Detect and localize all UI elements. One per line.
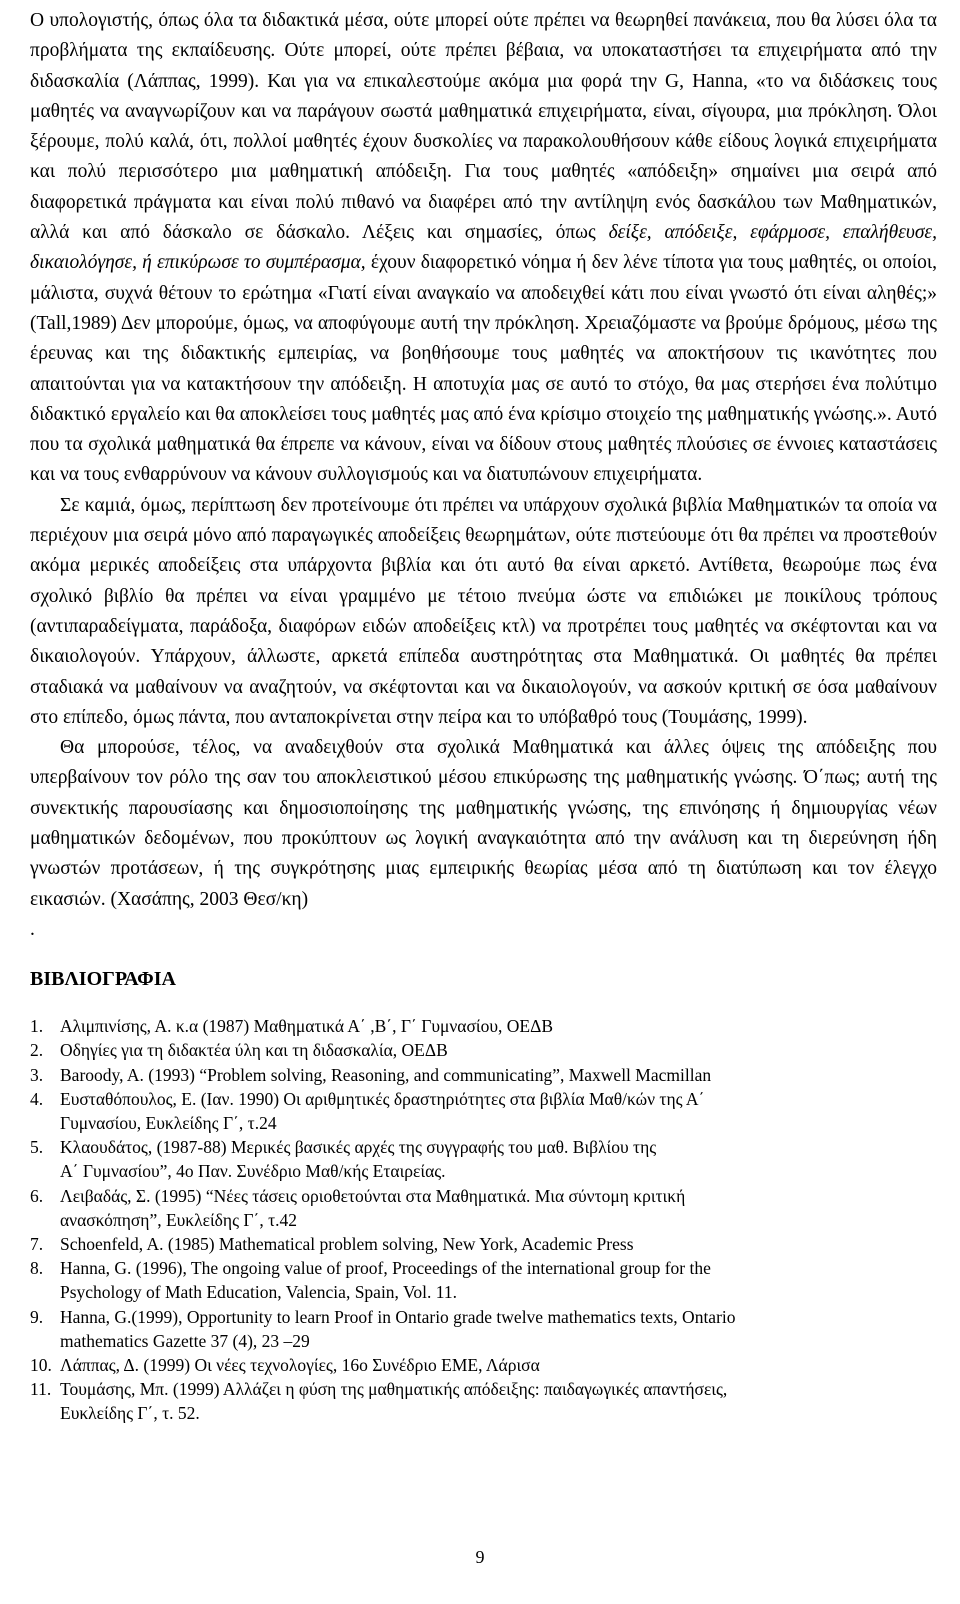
bibliography-entry (30, 1014, 937, 1038)
entry-text (60, 1016, 553, 1036)
entry-text (30, 1258, 937, 1304)
entry-text (60, 1040, 448, 1060)
bibliography-entry (30, 1305, 937, 1353)
paragraph-school-textbooks: Σε καμιά, όμως, περίπτωση δεν προτείνουμε ότι πρέπει να υπάρχουν σχολικά βιβλία Μαθηματικών τα οποία να περιέχουν μια σειρά μόνο από παραγωγικές αποδείξεις θεωρημάτων, ούτε πιστεύουμε ότι θα πρέπει να προστεθούν ακόμα μερικές αποδείξεις στα υπάρχοντα βιβλία και ότι αυτό θα είναι αρκετό. Αντίθετα, θεωρούμε πως ένα σχολικό βιβλίο θα πρέπει να είναι γραμμένο με τέτοιο πνεύμα ώστε να επιδιώκει με ποικίλους τρόπους (αντιπαραδείγματα, παράδοξα, διαφόρων ειδών αποδείξεις κτλ) να προτρέπει τους μαθητές να σκέφτονται και να δικαιολογούν. Υπάρχουν, άλλωστε, αρκετά επίπεδα αυστηρότητας στα Μαθηματικά. Οι μαθητές θα πρέπει σταδιακά να μαθαίνουν να αναζητούν, να σκέφτονται και να δικαιολογούν, να ασκούν κριτική σε όσα μαθαίνουν στο επίπεδο, όμως πάντα, που ανταποκρίνεται στην πείρα και το υπόβαθρό τους (Τουμάσης, 1999). (30, 494, 937, 728)
entry-continuation-line: mathematics Gazette 37 (4), 23 –29 (60, 1330, 310, 1351)
paragraph-computers-in-teaching (30, 6, 937, 491)
bibliography-entry (30, 1135, 937, 1183)
stray-dot: . (30, 918, 35, 940)
paragraph-aspects-of-proof: Θα μπορούσε, τέλος, να αναδειχθούν στα σχολικά Μαθηματικά και άλλες όψεις της απόδειξης που υπερβαίνουν τον ρόλο της σαν του αποκλειστικού μέσου επικύρωσης της μαθηματικής γνώσης. Ό΄πως; αυτή της συνεκτικής παρουσίασης και δημοσιοποίησης της μαθηματικής γνώσης, της επινόησης ή δημιουργίας νέων μαθηματικών δεδομένων, που προκύπτουν ως λογική αναγκαιότητα από την ανάλυση και τη διερεύνηση ήδη γνωστών προτάσεων, ή της συγκρότησης μιας εμπειρικής θεωρίας μέσα από τη διατύπωση και τον έλεγχο εικασιών. (Χασάπης, 2003 Θεσ/κη) (30, 737, 937, 910)
italic-phrase: δείξε, απόδειξε, εφάρμοσε, επαλήθευσε, δικαιολόγησε, ή επικύρωσε το συμπέρασμα, (30, 222, 937, 274)
entry-number: 3. (30, 1064, 44, 1085)
entry-line: Λάππας, Δ. (1999) Οι νέες τεχνολογίες, 16ο Συνέδριο ΕΜΕ, Λάρισα (60, 1355, 540, 1376)
entry-number: 8. (30, 1258, 44, 1279)
bibliography-entry (30, 1038, 937, 1062)
entry-number: 7. (30, 1234, 44, 1255)
entry-line: Hanna, G.(1999), Opportunity to learn Proof in Ontario grade twelve mathematics texts, Ontario (60, 1306, 736, 1327)
entry-text (30, 1089, 937, 1135)
entry-line: Λειβαδάς, Σ. (1995) “Νέες τάσεις οριοθετούνται στα Μαθηματικά. Μια σύντομη κριτική (60, 1185, 686, 1206)
entry-line: Hanna, G. (1996), The ongoing value of proof, Proceedings of the international group for the (60, 1258, 711, 1279)
entry-number: 4. (30, 1088, 44, 1109)
entry-continuation-line: ανασκόπηση”, Ευκλείδης Γ΄, τ.42 (60, 1209, 297, 1230)
entry-continuation-line: Ευκλείδης Γ΄, τ. 52. (60, 1403, 200, 1424)
entry-number: 2. (30, 1040, 44, 1061)
bibliography-list (30, 1014, 937, 1425)
entry-line: Οδηγίες για τη διδακτέα ύλη και τη διδασκαλία, ΟΕΔΒ (60, 1040, 448, 1061)
entry-text (30, 1379, 937, 1425)
bibliography-entry (30, 1256, 937, 1304)
bibliography-entry (30, 1184, 937, 1232)
entry-line: Ευσταθόπουλος, Ε. (Ιαν. 1990) Οι αριθμητικές δραστηριότητες στα βιβλία Μαθ/κών της Α΄ (60, 1088, 705, 1109)
document-page (30, 6, 937, 1426)
entry-text (30, 1186, 937, 1232)
entry-number: 5. (30, 1137, 44, 1158)
entry-text (60, 1234, 634, 1254)
text-segment: έχουν διαφορετικό νόημα ή δεν λένε τίποτα για τους μαθητές, οι οποίοι, μάλιστα, συχνά θέτουν το ερώτημα «Γιατί είναι αναγκαίο να αποδειχθεί κάτι που είναι γνωστό ότι είναι αληθές;» (Tall,1989) Δεν μπορούμε, όμως, να αποφύγουμε αυτή την πρόκληση. Χρειαζόμαστε να βρούμε δρόμους, μέσω της έρευνας και της διδακτικής εμπειρίας, να βοηθήσουμε τους μαθητές να αποκτήσουν τις ικανότητες που απαιτούνται για να κατακτήσουν την απόδειξη. Η αποτυχία μας σε αυτό το στόχο, θα μας στερήσει ένα πολύτιμο διδακτικό εργαλείο και θα αποκλείσει τους μαθητές μας από ένα κρίσιμο στοιχείο της μαθηματικής γνώσης.». Αυτό που τα σχολικά μαθηματικά θα έπρεπε να κάνουν, είναι να δίδουν στους μαθητές πλούσιες σε έννοιες καταστάσεις και να τους ενθαρρύνουν να κάνουν συλλογισμούς και να διατυπώνουν επιχειρήματα. (30, 252, 937, 486)
entry-number: 9. (30, 1306, 44, 1327)
bibliography-entry (30, 1353, 937, 1377)
entry-continuation-line: Γυμνασίου, Ευκλείδης Γ΄, τ.24 (60, 1113, 277, 1134)
entry-text (60, 1065, 711, 1085)
page-number: 9 (475, 1547, 485, 1567)
entry-number: 10. (30, 1355, 52, 1376)
bibliography-entry (30, 1087, 937, 1135)
entry-line: Schoenfeld, A. (1985) Mathematical problem solving, New York, Academic Press (60, 1234, 634, 1255)
entry-text (60, 1355, 540, 1375)
text-segment: Ο υπολογιστής, όπως όλα τα διδακτικά μέσα, ούτε μπορεί ούτε πρέπει να θεωρηθεί πανάκεια, που θα λύσει όλα τα προβλήματα της εκπαίδευσης. Ούτε μπορεί, ούτε πρέπει βέβαια, να υποκαταστήσει τα επιχειρήματα από την διδασκαλία (Λάππας, 1999). Και για να επικαλεστούμε ακόμα μια φορά την G, Hanna, «το να διδάσκεις τους μαθητές να αναγνωρίζουν και να παράγουν σωστά μαθηματικά επιχειρήματα, είναι, σίγουρα, μια πρόκληση. Όλοι ξέρουμε, πολύ καλά, ότι, πολλοί μαθητές έχουν δυσκολίες να παρακολουθήσουν κάθε είδους λογικά επιχειρήματα και πολύ περισσότερο μια μαθηματική απόδειξη. Για τους μαθητές «απόδειξη» σημαίνει μια σειρά από διαφορετικά πράγματα και είναι πολύ πιθανό να διαφέρει από την αντίληψη ενός δασκάλου των Μαθηματικών, αλλά και από δάσκαλο σε δάσκαλο. Λέξεις και σημασίες, όπως (30, 10, 937, 244)
bibliography-entry (30, 1063, 937, 1087)
entry-text (30, 1137, 937, 1183)
entry-line: Αλιμπινίσης, Α. κ.α (1987) Μαθηματικά Α΄ ,Β΄, Γ΄ Γυμνασίου, ΟΕΔΒ (60, 1016, 554, 1037)
entry-line: Baroody, A. (1993) “Problem solving, Reasoning, and communicating”, Maxwell Macmillan (60, 1064, 712, 1085)
entry-number: 6. (30, 1185, 44, 1206)
bibliography-heading: ΒΙΒΛΙΟΓΡΑΦΙΑ (30, 968, 176, 991)
entry-continuation-line: Α΄ Γυμνασίου”, 4ο Παν. Συνέδριο Μαθ/κής Εταιρείας. (60, 1161, 446, 1182)
bibliography-entry (30, 1232, 937, 1256)
entry-number: 11. (30, 1379, 52, 1400)
entry-line: Τουμάσης, Μπ. (1999) Αλλάζει η φύση της μαθηματικής απόδειξης: παιδαγωγικές απαντήσεις, (60, 1379, 728, 1400)
entry-continuation-line: Psychology of Math Education, Valencia, Spain, Vol. 11. (60, 1282, 457, 1303)
bibliography-entry (30, 1377, 937, 1425)
entry-line: Κλαουδάτος, (1987-88) Μερικές βασικές αρχές της συγγραφής του μαθ. Βιβλίου της (60, 1137, 657, 1158)
entry-number: 1. (30, 1016, 44, 1037)
entry-text (30, 1307, 937, 1353)
